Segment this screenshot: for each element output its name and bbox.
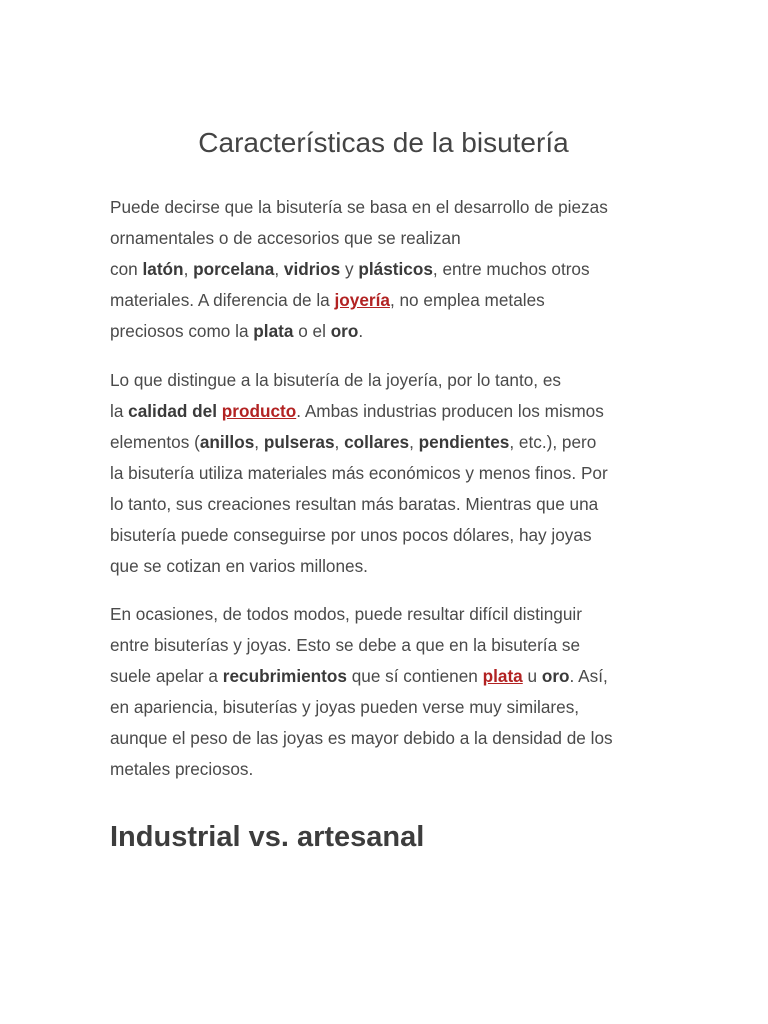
paragraph-line xyxy=(110,254,670,285)
bold-term: pendientes xyxy=(418,432,510,452)
paragraph-line: Puede decirse que la bisutería se basa en el desarrollo de piezas xyxy=(110,197,608,217)
bold-term: plata xyxy=(253,321,294,341)
paragraph-3 xyxy=(110,599,670,785)
paragraph-line: ornamentales o de accesorios que se realizan xyxy=(110,228,461,248)
paragraph-line: En ocasiones, de todos modos, puede resultar difícil distinguir xyxy=(110,604,582,624)
paragraph-line: que se cotizan en varios millones. xyxy=(110,556,368,576)
link-plata[interactable]: plata xyxy=(482,666,523,686)
bold-term: latón xyxy=(142,259,184,279)
paragraph-line: en apariencia, bisuterías y joyas pueden verse muy similares, xyxy=(110,697,580,717)
text-run: elementos ( xyxy=(110,432,200,452)
bold-term: anillos xyxy=(199,432,255,452)
bold-term: recubrimientos xyxy=(222,666,347,686)
text-run: . xyxy=(358,321,364,341)
paragraph-line: lo tanto, sus creaciones resultan más baratas. Mientras que una xyxy=(110,494,599,514)
bold-term: vidrios xyxy=(283,259,341,279)
paragraph-1 xyxy=(110,192,670,347)
bold-term: calidad del xyxy=(128,401,222,421)
text-run: , xyxy=(334,432,345,452)
text-run: , xyxy=(254,432,264,452)
text-run: , no emplea metales xyxy=(389,290,545,310)
text-run: , xyxy=(274,259,284,279)
text-run: preciosos como la xyxy=(110,321,254,341)
section-heading: Industrial vs. artesanal xyxy=(110,821,425,853)
paragraph-line xyxy=(110,427,670,458)
paragraph-line xyxy=(110,316,670,347)
text-run: . Ambas industrias producen los mismos xyxy=(296,401,604,421)
text-run: y xyxy=(340,259,359,279)
text-run: con xyxy=(110,259,143,279)
text-run: la xyxy=(110,401,129,421)
text-run: o el xyxy=(293,321,331,341)
text-run: . Así, xyxy=(569,666,608,686)
text-run: , entre muchos otros xyxy=(432,259,590,279)
bold-term: oro xyxy=(330,321,359,341)
paragraph-line xyxy=(110,285,670,316)
bold-term: oro xyxy=(541,666,570,686)
link-joyeria[interactable]: joyería xyxy=(334,290,390,310)
paragraph-line xyxy=(110,661,670,692)
paragraph-line: entre bisuterías y joyas. Esto se debe a que en la bisutería se xyxy=(110,635,581,655)
text-run: u xyxy=(522,666,542,686)
bold-term: porcelana xyxy=(193,259,275,279)
link-producto[interactable]: producto xyxy=(221,401,297,421)
bold-term: plásticos xyxy=(358,259,433,279)
text-run: suele apelar a xyxy=(110,666,223,686)
page-title: Características de la bisutería xyxy=(198,127,569,158)
bold-term: pulseras xyxy=(263,432,335,452)
paragraph-line: aunque el peso de las joyas es mayor debido a la densidad de los xyxy=(110,728,613,748)
text-run: , xyxy=(183,259,194,279)
paragraph-line xyxy=(110,396,670,427)
bold-term: collares xyxy=(344,432,410,452)
text-run: que sí contienen xyxy=(346,666,483,686)
paragraph-2 xyxy=(110,365,670,582)
paragraph-line: bisutería puede conseguirse por unos pocos dólares, hay joyas xyxy=(110,525,592,545)
paragraph-line: Lo que distingue a la bisutería de la joyería, por lo tanto, es xyxy=(110,370,561,390)
text-run: , etc.), pero xyxy=(509,432,597,452)
paragraph-line: la bisutería utiliza materiales más económicos y menos finos. Por xyxy=(110,463,608,483)
text-run: , xyxy=(409,432,419,452)
paragraph-line: metales preciosos. xyxy=(110,759,254,779)
text-run: materiales. A diferencia de la xyxy=(110,290,335,310)
